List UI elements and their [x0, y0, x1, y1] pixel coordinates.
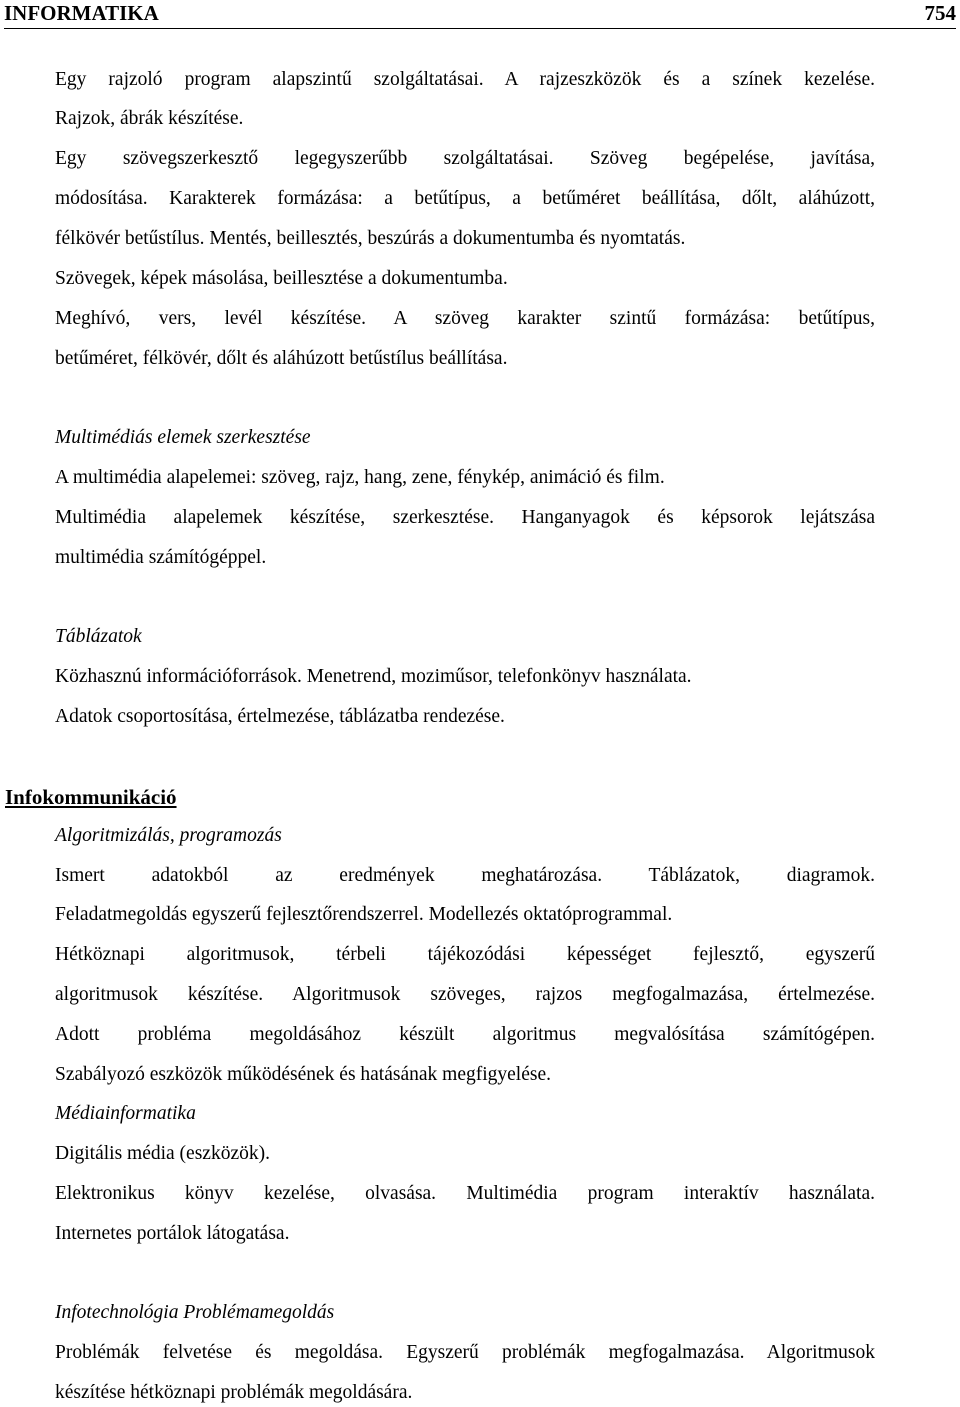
paragraph-line: Hétköznapi algoritmusok, térbeli tájékozódási képességet fejlesztő, egyszerű: [55, 944, 875, 965]
page-number: 754: [924, 1, 956, 25]
section-heading-multimedia: Multimédiás elemek szerkesztése: [55, 427, 311, 448]
paragraph-line: Rajzok, ábrák készítése.: [55, 108, 244, 129]
paragraph-line: Egy rajzoló program alapszintű szolgáltatásai. A rajzeszközök és a színek kezelése.: [55, 69, 875, 90]
paragraph-line: multimédia számítógéppel.: [55, 547, 267, 568]
header-title: INFORMATIKA: [4, 1, 159, 25]
section-heading-algorithms: Algoritmizálás, programozás: [55, 825, 282, 846]
paragraph-line: Elektronikus könyv kezelése, olvasása. Multimédia program interaktív használata.: [55, 1183, 875, 1204]
paragraph-line: Multimédia alapelemek készítése, szerkesztése. Hanganyagok és képsorok lejátszása: [55, 507, 875, 528]
paragraph-line: félkövér betűstílus. Mentés, beillesztés, beszúrás a dokumentumba és nyomtatás.: [55, 228, 686, 249]
section-heading-infotech: Infotechnológia Problémamegoldás: [55, 1302, 335, 1323]
paragraph-line: Ismert adatokból az eredmények meghatározása. Táblázatok, diagramok.: [55, 865, 875, 886]
section-heading-tables: Táblázatok: [55, 626, 142, 647]
section-title-infokommunikacio: Infokommunikáció: [5, 785, 177, 809]
paragraph-line: Adatok csoportosítása, értelmezése, táblázatba rendezése.: [55, 706, 505, 727]
paragraph-line: algoritmusok készítése. Algoritmusok szöveges, rajzos megfogalmazása, értelmezése.: [55, 984, 875, 1005]
section-heading-media: Médiainformatika: [55, 1103, 196, 1124]
paragraph-line: Adott probléma megoldásához készült algoritmus megvalósítása számítógépen.: [55, 1024, 875, 1045]
paragraph-line: betűméret, félkövér, dőlt és aláhúzott betűstílus beállítása.: [55, 348, 508, 369]
paragraph-line: Szövegek, képek másolása, beillesztése a dokumentumba.: [55, 268, 508, 289]
paragraph-line: Digitális média (eszközök).: [55, 1143, 270, 1164]
paragraph-line: Egy szövegszerkesztő legegyszerűbb szolgáltatásai. Szöveg begépelése, javítása,: [55, 148, 875, 169]
paragraph-line: Feladatmegoldás egyszerű fejlesztőrendszerrel. Modellezés oktatóprogrammal.: [55, 904, 673, 925]
paragraph-line: készítése hétköznapi problémák megoldására.: [55, 1382, 413, 1403]
paragraph-line: A multimédia alapelemei: szöveg, rajz, hang, zene, fénykép, animáció és film.: [55, 467, 665, 488]
paragraph-line: módosítása. Karakterek formázása: a betűtípus, a betűméret beállítása, dőlt, aláhúzott,: [55, 188, 875, 209]
paragraph-line: Internetes portálok látogatása.: [55, 1223, 290, 1244]
paragraph-line: Szabályozó eszközök működésének és hatásának megfigyelése.: [55, 1064, 551, 1085]
paragraph-line: Problémák felvetése és megoldása. Egyszerű problémák megfogalmazása. Algoritmusok: [55, 1342, 875, 1363]
paragraph-line: Meghívó, vers, levél készítése. A szöveg karakter szintű formázása: betűtípus,: [55, 308, 875, 329]
paragraph-line: Közhasznú információforrások. Menetrend, moziműsor, telefonkönyv használata.: [55, 666, 692, 687]
